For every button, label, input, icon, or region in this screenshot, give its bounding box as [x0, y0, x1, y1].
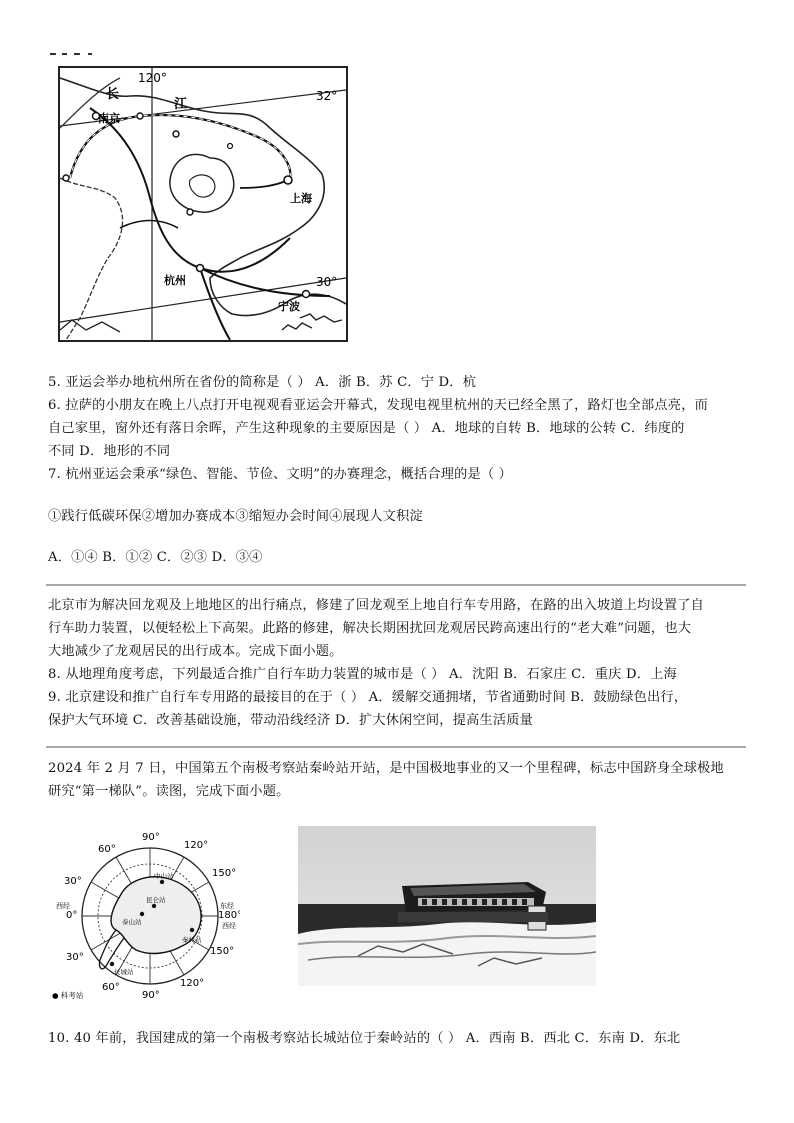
station-zhongshan-label: 中山站: [154, 872, 174, 880]
polar-label-180: 180°: [218, 910, 240, 921]
question-6-line-3: 不同 D．地形的不同: [48, 444, 171, 459]
polar-label-west-long: 西经: [56, 902, 70, 910]
qinling-station-photo: [298, 826, 596, 986]
polar-label-60-top: 60°: [98, 844, 116, 855]
shanghai-label: 上海: [290, 192, 312, 205]
section-divider-1: [46, 584, 746, 586]
polar-label-120-bottom: 120°: [180, 978, 205, 989]
question-9-line-2: 保护大气环境 C．改善基础设施，带动沿线经济 D．扩大休闲空间，提高生活质量: [48, 713, 534, 728]
polar-label-150-top: 150°: [212, 868, 237, 879]
question-9-line-1: 9. 北京建设和推广自行车专用路的最接目的在于（ ） A．缓解交通拥堵，节省通勤时间 B．鼓励绿色出行，: [48, 690, 688, 705]
question-6-line-2: 自己家里，窗外还有落日余晖，产生这种现象的主要原因是（ ） A．地球的自转 B．地球的公转 C．纬度的: [48, 421, 685, 436]
antarctic-polar-map: [50, 826, 240, 1002]
question-7-options: A．①④ B．①② C．②③ D．③④: [48, 550, 263, 565]
question-7-items: ①践行低碳环保②增加办赛成本③缩短办会时间④展现人文积淀: [48, 509, 423, 524]
section-divider-2: [46, 746, 746, 748]
polar-label-30-bottom: 30°: [66, 952, 84, 963]
polar-label-30-top: 30°: [64, 876, 82, 887]
polar-label-east-long: 东经: [220, 902, 234, 910]
passage-antarctic-line-1: 2024 年 2 月 7 日，中国第五个南极考察站秦岭站开站，是中国极地事业的又一个里程碑，标志中国跻身全球极地: [48, 761, 724, 776]
question-10: 10. 40 年前，我国建成的第一个南极考察站长城站位于秦岭站的（ ） A．西南 B．西北 C．东南 D．东北: [48, 1031, 681, 1046]
station-taishan-label: 泰山站: [122, 918, 142, 926]
lat-30-label: 30°: [316, 275, 338, 289]
yangtze-label-jiang: 江: [174, 97, 188, 112]
question-5: 5. 亚运会举办地杭州所在省份的简称是（ ） A．浙 B．苏 C．宁 D．杭: [48, 375, 477, 390]
question-block-1: [48, 371, 748, 486]
question-7: 7. 杭州亚运会秉承“绿色、智能、节俭、文明”的办赛理念，概括合理的是（ ）: [48, 467, 513, 482]
passage-bike-line-2: 行车助力装置，以便轻松上下高架。此路的修建，解决长期困扰回龙观居民跨高速出行的“老大难”问题，也大: [48, 621, 692, 636]
passage-antarctic-line-2: 研究“第一梯队”。读图，完成下面小题。: [48, 784, 290, 799]
map-legend-station: ● 科考站: [52, 991, 84, 1000]
polar-label-150-bottom: 150°: [210, 946, 235, 957]
passage-bike-line-1: 北京市为解决回龙观及上地地区的出行痛点，修建了回龙观至上地自行车专用路，在路的出入坡道上均设置了自: [48, 598, 704, 613]
passage-bike-line-3: 大地减少了龙观居民的出行成本。完成下面小题。: [48, 644, 343, 659]
polar-label-90-bottom: 90°: [142, 990, 160, 1001]
yangtze-delta-map: [58, 66, 348, 342]
question-8: 8. 从地理角度考虑，下列最适合推广自行车助力装置的城市是（ ） A．沈阳 B．石家庄 C．重庆 D．上海: [48, 667, 677, 682]
lat-32-label: 32°: [316, 89, 338, 103]
ningbo-label: 宁波: [278, 300, 300, 313]
nanjing-label: 南京: [98, 112, 120, 125]
polar-label-60-bottom: 60°: [102, 982, 120, 993]
polar-label-0: 0°: [66, 910, 78, 921]
lon-120-label: 120°: [138, 71, 167, 85]
yangtze-label-chang: 长: [106, 87, 120, 102]
scan-marks: [48, 42, 108, 48]
question-6-line-1: 6. 拉萨的小朋友在晚上八点打开电视观看亚运会开幕式，发现电视里杭州的天已经全黑了，路灯也全部点亮，而: [48, 398, 708, 413]
question-block-3: [48, 757, 748, 803]
polar-label-90-top: 90°: [142, 832, 160, 843]
question-block-2: [48, 594, 748, 732]
hangzhou-label: 杭州: [164, 274, 186, 287]
station-kunlun-label: 昆仑站: [146, 896, 166, 904]
station-changcheng-label: 长城站: [114, 968, 134, 976]
polar-label-120-top: 120°: [184, 840, 209, 851]
polar-label-west-long-2: 西经: [222, 922, 236, 930]
station-qinling-label: 秦岭站: [182, 936, 202, 944]
